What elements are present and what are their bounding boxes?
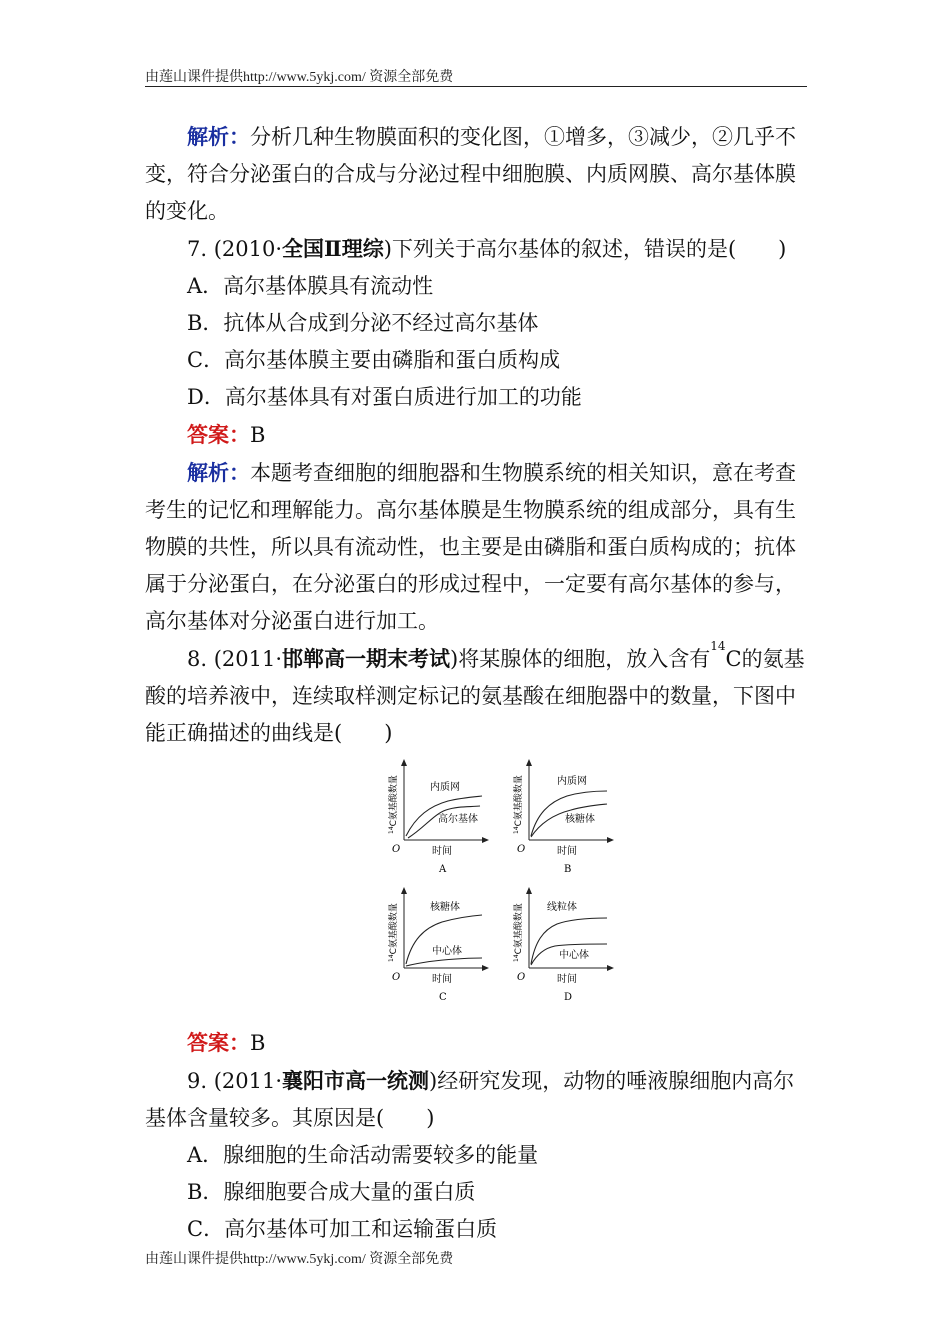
panel-letter: C (439, 992, 447, 1002)
question-text-part2: C的氨基酸的培养液中，连续取样测定标记的氨基酸在细胞器中的数量，下图中能正确描述的曲线是( ) (145, 647, 805, 745)
panel-a (382, 756, 502, 874)
panel-d-graph (507, 884, 627, 1002)
y-label: $^{14}$C氨基酸数量 (388, 775, 399, 834)
panel-a-graph (382, 756, 502, 874)
question-9-stem (145, 1062, 809, 1137)
x-axis-arrow (607, 837, 614, 843)
curve-2-label: 核糖体 (565, 814, 595, 825)
question-number: 8. (187, 647, 208, 671)
option-b: B．腺细胞要合成大量的蛋白质 (187, 1180, 476, 1204)
analysis-text: 本题考查细胞的细胞器和生物膜系统的相关知识，意在考查考生的记忆和理解能力。高尔基体膜是生物膜系统的组成部分，具有生物膜的共性，所以具有流动性，也主要是由磷脂和蛋白质构成的；抗体属于分泌蛋白，在分泌蛋白的形成过程中，一定要有高尔基体的参与，高尔基体对分泌蛋白进行加工。 (145, 461, 796, 633)
header-text: 由莲山课件提供http://www.5ykj.com/ 资源全部免费 (145, 70, 454, 85)
x-axis-arrow (607, 965, 614, 971)
answer-value: B (250, 423, 266, 447)
question-number: 7. (187, 237, 208, 261)
page-content (145, 118, 809, 1248)
analysis-label: 解析： (187, 460, 250, 485)
x-label: 时间 (432, 846, 452, 857)
question-8-stem (145, 640, 809, 752)
x-axis-arrow (482, 965, 489, 971)
answer-q8 (145, 1024, 809, 1062)
answer-label: 答案： (187, 1030, 250, 1055)
answer-value: B (250, 1031, 266, 1055)
y-axis-arrow (401, 887, 407, 894)
origin-label: O (517, 844, 526, 855)
curve-2-label: 中心体 (559, 950, 589, 961)
origin-label: O (392, 972, 401, 983)
curve-2-label: 高尔基体 (438, 814, 478, 825)
panel-letter: A (439, 864, 447, 874)
question-source: 襄阳市高一统测 (282, 1068, 430, 1093)
analysis-q7 (145, 454, 809, 640)
curve-2-label: 中心体 (432, 946, 462, 957)
option-c: C．高尔基体可加工和运输蛋白质 (187, 1217, 498, 1241)
option-c: C．高尔基体膜主要由磷脂和蛋白质构成 (187, 348, 561, 372)
option-b: B．抗体从合成到分泌不经过高尔基体 (187, 311, 539, 335)
panel-d (507, 884, 627, 1002)
option-a: A．高尔基体膜具有流动性 (187, 274, 434, 298)
source-close: ) (429, 1069, 438, 1093)
y-axis-arrow (526, 759, 532, 766)
panel-b-graph (507, 756, 627, 874)
panel-letter: B (564, 864, 572, 874)
source-open: (2010· (213, 237, 283, 261)
source-close: ) (383, 237, 392, 261)
source-close: ) (450, 647, 459, 671)
analysis-text: 分析几种生物膜面积的变化图，①增多，③减少，②几乎不变，符合分泌蛋白的合成与分泌过程中细胞膜、内质网膜、高尔基体膜的变化。 (145, 125, 796, 223)
question-source: 邯郸高一期末考试 (282, 646, 451, 671)
y-axis-arrow (401, 759, 407, 766)
y-label: $^{14}$C氨基酸数量 (388, 903, 399, 962)
source-open: (2011· (213, 1069, 283, 1093)
panel-c-graph (382, 884, 502, 1002)
origin-label: O (517, 972, 526, 983)
page-header (145, 66, 807, 87)
analysis-label: 解析： (187, 124, 250, 149)
question-source: 全国Ⅱ理综 (282, 236, 384, 261)
footer-text: 由莲山课件提供http://www.5ykj.com/ 资源全部免费 (145, 1252, 454, 1267)
question-7-stem (145, 230, 809, 268)
option-a: A．腺细胞的生命活动需要较多的能量 (187, 1143, 539, 1167)
x-label: 时间 (432, 974, 452, 985)
curve-1-label: 内质网 (430, 782, 460, 793)
question-text: 下列关于高尔基体的叙述，错误的是( ) (391, 237, 787, 261)
panel-b (507, 756, 627, 874)
x-label: 时间 (557, 846, 577, 857)
y-label: $^{14}$C氨基酸数量 (513, 903, 524, 962)
panel-c (382, 884, 502, 1002)
curve-2 (406, 958, 482, 966)
answer-q7 (145, 416, 809, 454)
y-axis-arrow (526, 887, 532, 894)
curve-1-label: 线粒体 (547, 902, 577, 913)
x-axis-arrow (482, 837, 489, 843)
question-text-part1: 将某腺体的细胞，放入含有 (458, 647, 711, 671)
panel-letter: D (564, 992, 573, 1002)
analysis-q6 (145, 118, 809, 230)
question-number: 9. (187, 1069, 208, 1093)
isotope-superscript: 14 (710, 639, 726, 653)
origin-label: O (392, 844, 401, 855)
page-footer (145, 1248, 807, 1268)
y-label: $^{14}$C氨基酸数量 (513, 775, 524, 834)
x-label: 时间 (557, 974, 577, 985)
curve-1-label: 核糖体 (430, 902, 460, 913)
source-open: (2011· (213, 647, 283, 671)
question-text: 经研究发现，动物的唾液腺细胞内高尔基体含量较多。其原因是( ) (145, 1069, 795, 1130)
answer-label: 答案： (187, 422, 250, 447)
curve-1-label: 内质网 (557, 776, 587, 787)
curve-figure (145, 752, 809, 1024)
option-d: D．高尔基体具有对蛋白质进行加工的功能 (187, 385, 582, 409)
